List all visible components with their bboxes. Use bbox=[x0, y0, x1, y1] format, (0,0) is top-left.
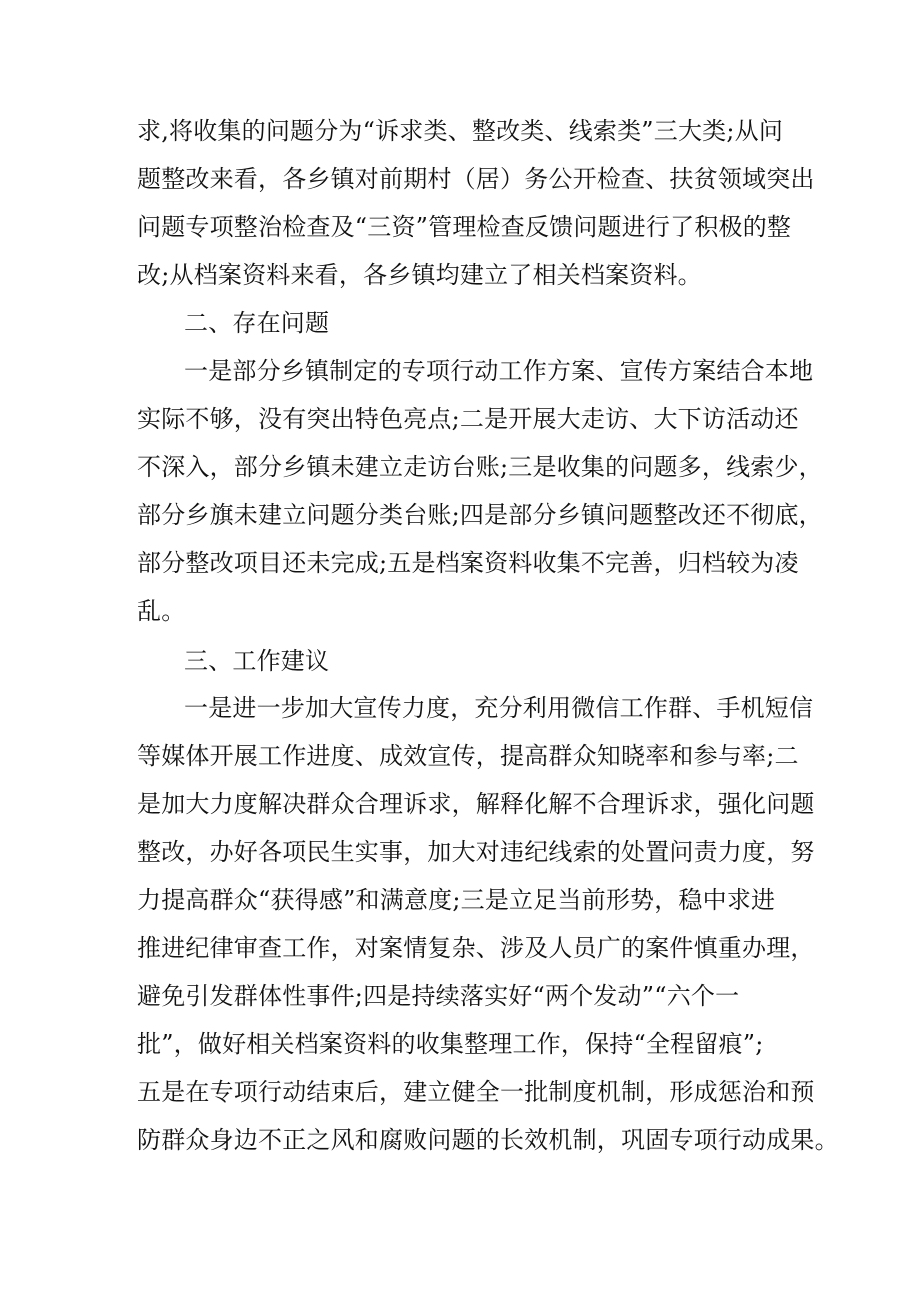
text-line: 题整改来看，各乡镇对前期村（居）务公开检查、扶贫领域突出 bbox=[137, 165, 815, 193]
text-line: 部分整改项目还未完成;五是档案资料收集不完善，归档较为凌 bbox=[137, 549, 799, 577]
text-line: 五是在专项行动结束后，建立健全一批制度机制，形成惩治和预 bbox=[137, 1078, 815, 1106]
text-line: 等媒体开展工作进度、成效宣传，提高群众知晓率和参与率;二 bbox=[137, 742, 799, 770]
text-line: 推进纪律审查工作，对案情复杂、涉及人员广的案件慎重办理， bbox=[137, 934, 815, 962]
text-line: 问题专项整治检查及“三资”管理检查反馈问题进行了积极的整 bbox=[137, 213, 792, 241]
text-line: 改;从档案资料来看，各乡镇均建立了相关档案资料。 bbox=[137, 261, 702, 289]
text-line: 求,将收集的问题分为“诉求类、整改类、线索类”三大类;从问 bbox=[137, 117, 784, 145]
text-line: 乱。 bbox=[137, 597, 186, 625]
section-heading: 三、工作建议 bbox=[184, 647, 330, 675]
text-line: 防群众身边不正之风和腐败问题的长效机制，巩固专项行动成果。 bbox=[137, 1126, 839, 1154]
text-line: 力提高群众“获得感”和满意度;三是立足当前形势，稳中求进 bbox=[137, 886, 776, 914]
text-line: 部分乡旗未建立问题分类台账;四是部分乡镇问题整改还不彻底， bbox=[137, 501, 823, 529]
text-line: 一是进一步加大宣传力度，充分利用微信工作群、手机短信 bbox=[184, 694, 814, 722]
text-line: 批”，做好相关档案资料的收集整理工作，保持“全程留痕”; bbox=[137, 1030, 764, 1058]
section-heading: 二、存在问题 bbox=[184, 309, 330, 337]
text-line: 整改，办好各项民生实事，加大对违纪线索的处置问责力度，努 bbox=[137, 838, 815, 866]
text-line: 是加大力度解决群众合理诉求，解释化解不合理诉求，强化问题 bbox=[137, 790, 815, 818]
text-line: 实际不够，没有突出特色亮点;二是开展大走访、大下访活动还 bbox=[137, 405, 799, 433]
text-line: 一是部分乡镇制定的专项行动工作方案、宣传方案结合本地 bbox=[184, 357, 814, 385]
text-line: 不深入，部分乡镇未建立走访台账;三是收集的问题多，线索少， bbox=[137, 453, 823, 481]
text-line: 避免引发群体性事件;四是持续落实好“两个发动”“六个一 bbox=[137, 982, 740, 1010]
